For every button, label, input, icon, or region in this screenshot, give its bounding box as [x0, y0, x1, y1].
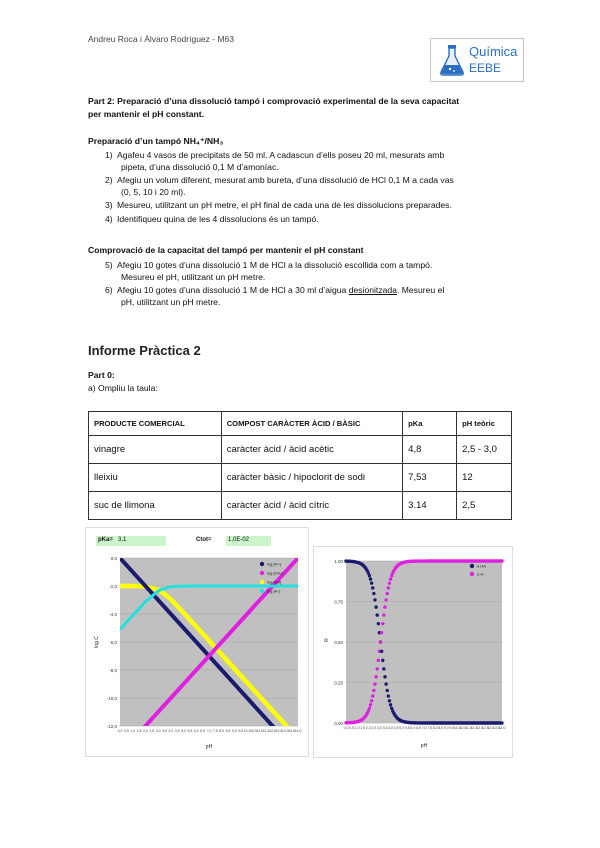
x-tick-label: 2,0 [365, 726, 371, 730]
table-header-cell: pKa [403, 412, 457, 436]
x-tick-label: 6,0 [193, 729, 199, 733]
legend-label: log [OH-] [267, 570, 284, 576]
x-tick-label: 13,0 [487, 726, 495, 730]
step-text [117, 285, 525, 297]
table-header-cell: COMPOST CARÀCTER ÀCID / BÀSIC [221, 412, 402, 436]
part0-instruction: a) Ompliu la taula: [88, 383, 158, 393]
x-tick-label: 9,5 [238, 729, 244, 733]
step-text-cont: pipeta, d’una dissolució 0,1 M d’amoníac. [121, 161, 279, 172]
y-tick-label: 1,00 [334, 559, 343, 564]
x-tick-label: 3,0 [155, 729, 161, 733]
alpha-a-point [384, 598, 387, 601]
alpha-ha-point [368, 574, 371, 577]
alpha-ha-point [376, 613, 379, 616]
logc-chart-svg [86, 548, 308, 756]
check-steps-list [105, 260, 525, 308]
x-tick-label: 9,5 [449, 726, 455, 730]
alpha-a-point [389, 577, 392, 580]
x-tick-label: 13,0 [281, 729, 289, 733]
step-number: 5) [105, 260, 113, 270]
x-tick-label: 1,5 [360, 726, 366, 730]
table-cell: 2,5 [457, 492, 512, 520]
step-text-cont: pH, utilitzant un pH metre. [121, 296, 221, 307]
x-tick-label: 5,0 [181, 729, 187, 733]
alpha-ha-point [371, 586, 374, 589]
step-text: Mesureu, utilitzant un pH metre, el pH final de cada una de les dissolucions preparades. [117, 200, 452, 211]
alpha-a-point [388, 581, 391, 584]
x-tick-label: 4,5 [174, 729, 180, 733]
x-tick-label: 4,0 [388, 726, 394, 730]
legend-marker [470, 564, 474, 568]
x-tick-label: 1,0 [354, 726, 360, 730]
alpha-a-point [376, 667, 379, 670]
pka-value: 3,1 [118, 537, 127, 543]
x-tick-label: 9,0 [443, 726, 449, 730]
x-tick-label: 7,5 [427, 726, 433, 730]
legend-label: α HA [477, 563, 486, 569]
legend-label: log [HA] [267, 579, 282, 585]
legend-marker [260, 580, 264, 584]
step-number: 4) [105, 213, 113, 224]
logc-chart [85, 527, 309, 757]
table-header-row [89, 412, 512, 436]
x-tick-label: 0,0 [117, 729, 123, 733]
report-title: Informe Pràctica 2 [88, 343, 201, 358]
alpha-a-point [381, 622, 384, 625]
x-tick-label: 14,0 [498, 726, 506, 730]
x-tick-label: 11,5 [470, 726, 478, 730]
step-text-b: . Mesureu el [396, 285, 445, 296]
x-tick-label: 1,0 [130, 729, 136, 733]
x-tick-label: 4,0 [168, 729, 174, 733]
alpha-ha-point [381, 659, 384, 662]
x-tick-label: 10,0 [243, 729, 251, 733]
products-table [88, 411, 512, 520]
check-heading: Comprovació de la capacitat del tampó per mantenir el pH constant [88, 245, 364, 255]
table-cell: 12 [457, 464, 512, 492]
step-number: 1) [105, 150, 113, 160]
x-tick-label: 11,5 [262, 729, 270, 733]
alpha-ha-point [374, 605, 377, 608]
x-tick-label: 6,5 [415, 726, 421, 730]
alpha-ha-point [373, 598, 376, 601]
table-cell: 3.14 [403, 492, 457, 520]
table-header-cell: PRODUCTE COMERCIAL [89, 412, 222, 436]
y-tick-label: -4,0 [109, 612, 117, 617]
x-tick-label: 5,5 [404, 726, 410, 730]
alpha-a-point [374, 675, 377, 678]
table-row [89, 492, 512, 520]
quimica-eebe-logo [430, 38, 524, 82]
x-tick-label: 9,0 [231, 729, 237, 733]
x-tick-label: 2,0 [142, 729, 148, 733]
x-tick-label: 10,0 [454, 726, 461, 730]
list-item [105, 214, 525, 226]
y-tick-label: 0,0 [110, 556, 117, 561]
x-tick-label: 4,5 [393, 726, 399, 730]
alpha-chart-svg [314, 547, 512, 757]
x-tick-label: 5,0 [399, 726, 405, 730]
x-tick-label: 6,5 [200, 729, 206, 733]
x-tick-label: 7,0 [421, 726, 427, 730]
x-tick-label: 14,0 [294, 729, 302, 733]
alpha-ha-point [387, 694, 390, 697]
table-cell: 2,5 - 3,0 [457, 436, 512, 464]
x-tick-label: 12,5 [481, 726, 489, 730]
x-tick-label: 13,5 [493, 726, 500, 730]
x-tick-label: 0,5 [349, 726, 355, 730]
table-header-cell: pH teòric [457, 412, 512, 436]
legend-label: log [A-] [267, 588, 280, 594]
table-cell: 4,8 [403, 436, 457, 464]
underlined-word: desionitzada [348, 285, 397, 296]
alpha-a-point [380, 631, 383, 634]
flask-icon [439, 44, 465, 76]
prep-heading: Preparació d’un tampó NH₄⁺/NH₃ [88, 136, 224, 146]
alpha-ha-point [372, 592, 375, 595]
step-number: 2) [105, 175, 113, 186]
step-text-cont: (0, 5, 10 i 20 ml). [121, 186, 186, 197]
y-tick-label: 0,50 [334, 640, 343, 645]
x-tick-label: 7,5 [212, 729, 218, 733]
step-number: 3) [105, 200, 113, 211]
x-axis-label: pH [205, 744, 213, 750]
x-tick-label: 3,5 [162, 729, 167, 733]
list-item [105, 150, 525, 173]
y-tick-label: -12,0 [106, 724, 117, 729]
x-tick-label: 10,5 [459, 726, 467, 730]
alpha-ha-point [388, 699, 391, 702]
x-tick-label: 8,5 [225, 729, 231, 733]
alpha-a-point [370, 699, 373, 702]
alpha-ha-point [380, 650, 383, 653]
legend-marker [260, 562, 264, 566]
table-row [89, 436, 512, 464]
step-number: 6) [105, 285, 113, 296]
ctot-label: Ctot= [196, 537, 212, 543]
x-tick-label: 7,0 [206, 729, 212, 733]
x-tick-label: 0,0 [343, 726, 349, 730]
step-text: Afegiu 10 gotes d’una dissolució 1 M de HCl a la dissolució escollida com a tampó. [117, 260, 433, 270]
list-item [105, 260, 525, 283]
alpha-ha-point [384, 682, 387, 685]
alpha-ha-point [377, 622, 380, 625]
x-tick-label: 3,5 [382, 726, 388, 730]
x-tick-label: 8,0 [219, 729, 225, 733]
y-axis-label: log C [94, 636, 100, 648]
logo-line2: EEBE [469, 61, 502, 75]
x-tick-label: 2,5 [371, 726, 377, 730]
x-tick-label: 13,5 [288, 729, 296, 733]
alpha-a-point [369, 703, 372, 706]
table-row [89, 464, 512, 492]
table-cell: suc de llimona [89, 492, 222, 520]
x-tick-label: 6,0 [410, 726, 416, 730]
y-tick-label: 0,25 [334, 680, 343, 686]
y-axis-label: α [324, 638, 328, 644]
alpha-ha-point [370, 581, 373, 584]
y-tick-label: -10,0 [106, 696, 117, 701]
legend-marker [260, 589, 264, 593]
table-cell: 7,53 [403, 464, 457, 492]
alpha-ha-point [369, 577, 372, 580]
part0-label: Part 0: [88, 370, 115, 380]
x-tick-label: 1,5 [136, 729, 142, 733]
ctot-value: 1,0E-02 [228, 537, 250, 543]
alpha-a-point [372, 689, 375, 692]
x-tick-label: 2,5 [149, 729, 155, 733]
y-tick-label: -2,0 [109, 584, 117, 589]
step-text-cont: Mesureu el pH, utilitzant un pH metre. [121, 271, 266, 282]
legend-marker [470, 572, 474, 576]
x-tick-label: 0,5 [123, 729, 129, 733]
alpha-ha-point [386, 689, 389, 692]
part2-title [88, 95, 528, 120]
pka-label: pKa= [98, 537, 113, 543]
table-cell: vinagre [89, 436, 222, 464]
alpha-a-point [386, 592, 389, 595]
alpha-a-point [373, 682, 376, 685]
x-tick-label: 8,0 [432, 726, 438, 730]
part2-title-line2: per mantenir el pH constant. [88, 108, 205, 119]
legend-label: α A- [477, 571, 485, 577]
alpha-a-point [382, 613, 385, 616]
alpha-a-point [379, 640, 382, 643]
list-item [105, 200, 525, 212]
prep-steps-list [105, 150, 525, 226]
legend-marker [260, 571, 264, 575]
x-tick-label: 8,5 [438, 726, 444, 730]
y-tick-label: -6,0 [109, 640, 117, 645]
step-text-a: Afegiu 10 gotes d’una dissolució 1 M de HCl a 30 ml d’aigua [117, 285, 349, 296]
step-text: Afegiu un volum diferent, mesurat amb bureta, d’una dissolució de HCl 0,1 M a cada vas [117, 175, 454, 186]
step-text: Agafeu 4 vasos de precipitats de 50 ml. A cadascun d’ells poseu 20 ml, mesurats amb [117, 150, 445, 160]
alpha-chart [313, 546, 513, 758]
x-tick-label: 12,0 [269, 729, 276, 733]
x-tick-label: 12,5 [275, 729, 283, 733]
legend-label: log [H+] [267, 561, 281, 567]
y-tick-label: 0,00 [334, 721, 343, 726]
table-cell: lleixiu [89, 464, 222, 492]
logo-line1: Química [469, 44, 518, 59]
x-tick-label: 5,5 [187, 729, 193, 733]
y-tick-label: -8,0 [109, 668, 117, 673]
alpha-a-point [368, 707, 371, 710]
x-axis-label: pH [420, 743, 428, 749]
step-text: Identifiqueu quina de les 4 dissolucions és un tampó. [117, 213, 319, 224]
alpha-a-point [371, 694, 374, 697]
table-cell: caràcter bàsic / hipoclorit de sodi [221, 464, 402, 492]
list-item [105, 285, 525, 308]
y-tick-label: 0,75 [334, 599, 343, 605]
x-tick-label: 11,0 [465, 726, 472, 730]
table-cell: caràcter àcid / àcid acètic [221, 436, 402, 464]
part2-title-line1: Part 2: Preparació d’una dissolució tampó i comprovació experimental de la seva capacitat [88, 96, 460, 106]
alpha-ha-point [389, 703, 392, 706]
x-tick-label: 11,0 [256, 729, 264, 733]
x-tick-label: 3,0 [376, 726, 382, 730]
table-cell: caràcter àcid / àcid cítric [221, 492, 402, 520]
alpha-a-point [500, 559, 503, 562]
alpha-ha-point [383, 675, 386, 678]
alpha-a-point [383, 605, 386, 608]
alpha-a-point [387, 586, 390, 589]
page-header: Andreu Roca i Álvaro Rodríguez - M63 [88, 34, 234, 44]
alpha-ha-point [500, 721, 503, 724]
list-item [105, 175, 525, 198]
alpha-ha-point [382, 667, 385, 670]
x-tick-label: 10,5 [250, 729, 257, 733]
x-tick-label: 12,0 [476, 726, 484, 730]
alpha-a-point [377, 659, 380, 662]
